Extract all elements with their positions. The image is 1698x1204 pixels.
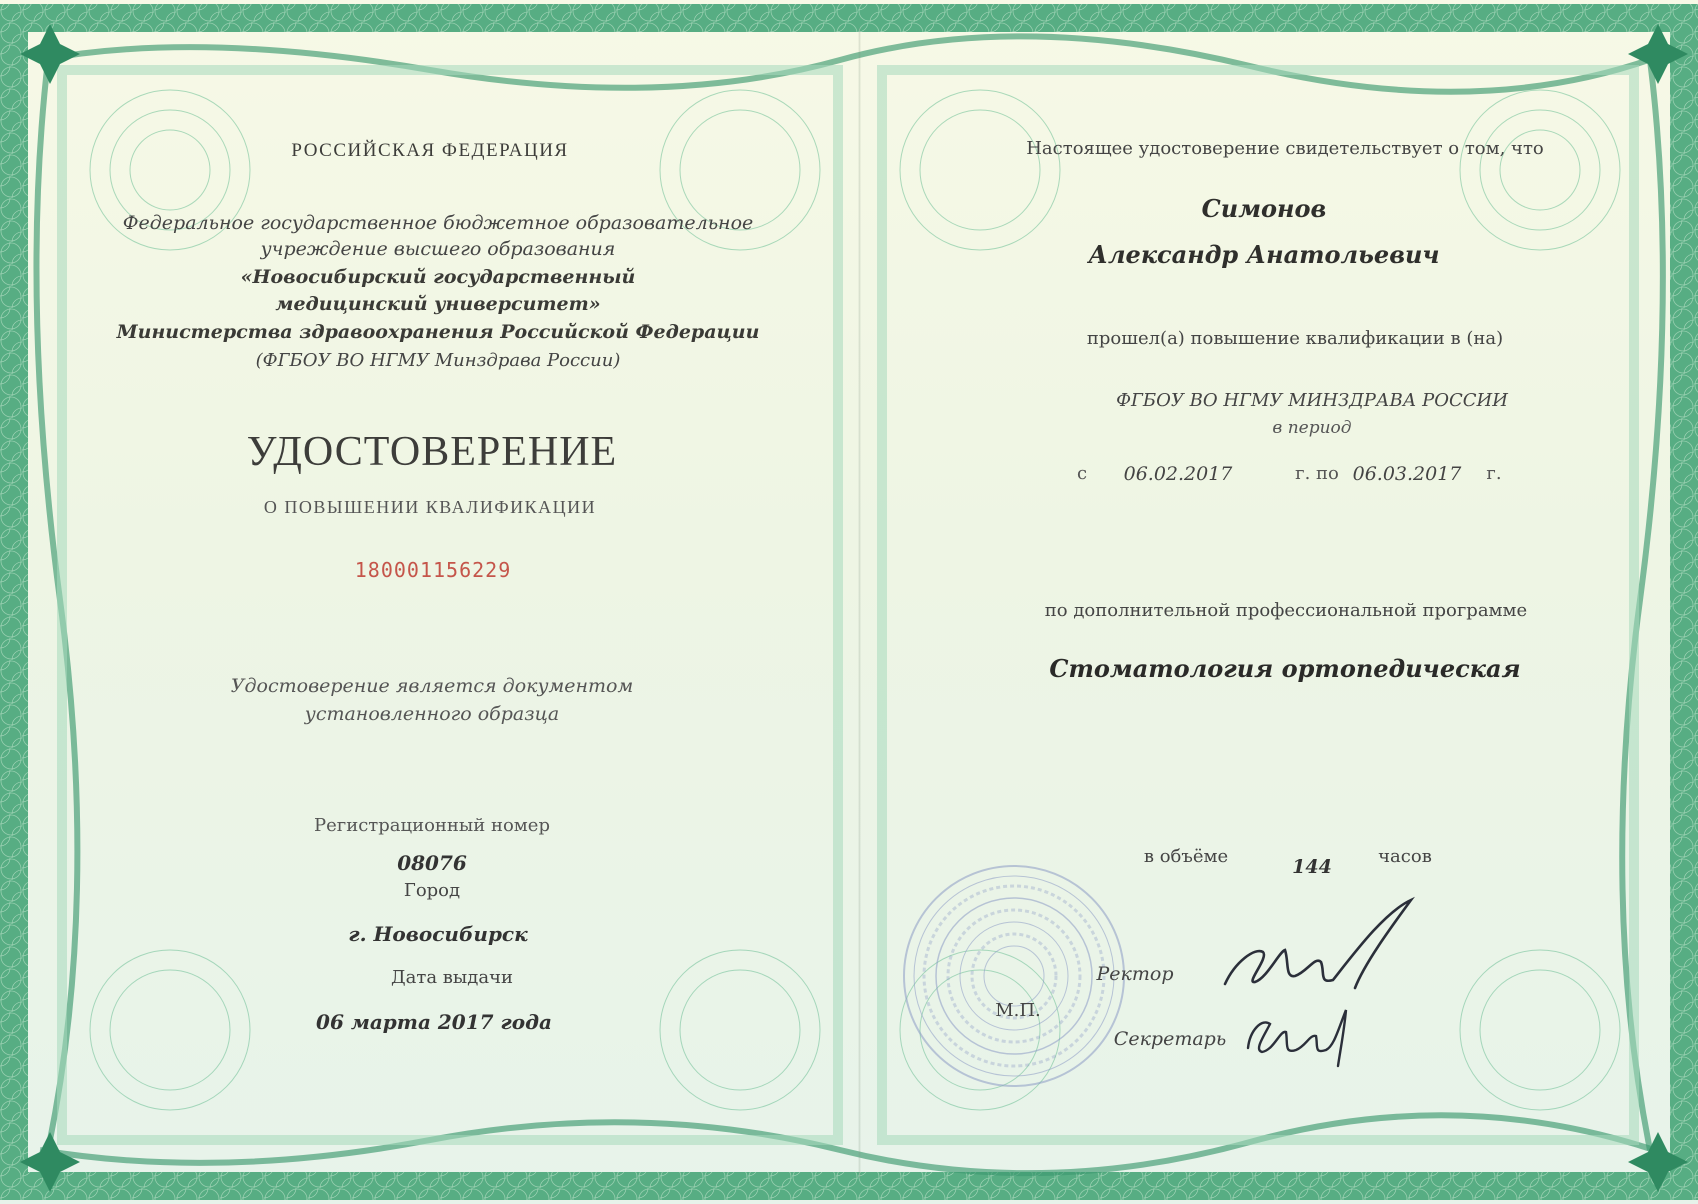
doc-note-line-1: Удостоверение является документом: [230, 675, 634, 697]
to-label: г. по: [1295, 463, 1339, 484]
hours-label: часов: [1378, 846, 1432, 867]
issue-date-label: Дата выдачи: [391, 967, 513, 988]
official-seal: [898, 860, 1130, 1092]
secretary-label: Секретарь: [1113, 1028, 1227, 1050]
from-label: с: [1076, 463, 1088, 484]
intro-text: Настоящее удостоверение свидетельствует о том, что: [1026, 138, 1544, 159]
serial-number: 180001156229: [354, 558, 512, 582]
rector-signature: [1215, 892, 1425, 1002]
city-label: Город: [403, 880, 461, 901]
program-name: Стоматология ортопедическая: [1049, 654, 1521, 683]
passed-text: прошел(а) повышение квалификации в (на): [1086, 328, 1504, 349]
institution-name: ФГБОУ ВО НГМУ МИНЗДРАВА РОССИИ: [1116, 390, 1508, 411]
org-line-5: Министерства здравоохранения Российской Федерации: [116, 321, 760, 343]
rector-label: Ректор: [1096, 963, 1174, 985]
to-date: 06.03.2017: [1352, 463, 1462, 485]
period-label: в период: [1272, 418, 1352, 438]
stamp-label: М.П.: [995, 1000, 1041, 1021]
org-line-4: медицинский университет»: [275, 293, 601, 315]
hours-value: 144: [1292, 856, 1332, 878]
page-fold: [858, 28, 861, 1178]
doc-note-line-2: установленного образца: [304, 703, 560, 725]
from-date: 06.02.2017: [1123, 463, 1233, 485]
org-line-1: Федеральное государственное бюджетное образовательное: [122, 212, 754, 234]
secretary-signature: [1240, 1000, 1360, 1070]
reg-number-label: Регистрационный номер: [314, 815, 550, 836]
volume-label: в объёме: [1143, 846, 1229, 867]
program-label: по дополнительной профессиональной программе: [1044, 600, 1528, 621]
year-suffix: г.: [1486, 463, 1502, 484]
reg-number-value: 08076: [397, 851, 467, 875]
holder-first-names: Александр Анатольевич: [1088, 240, 1440, 269]
country-heading: РОССИЙСКАЯ ФЕДЕРАЦИЯ: [291, 140, 569, 161]
org-abbreviation: (ФГБОУ ВО НГМУ Минздрава России): [255, 350, 621, 371]
holder-last-name: Симонов: [1201, 194, 1327, 223]
org-line-2: учреждение высшего образования: [260, 238, 616, 260]
document-subtitle: О ПОВЫШЕНИИ КВАЛИФИКАЦИИ: [263, 497, 597, 517]
issue-date-value: 06 марта 2017 года: [316, 1010, 552, 1034]
document-title: УДОСТОВЕРЕНИЕ: [246, 429, 618, 475]
city-value: г. Новосибирск: [348, 922, 528, 946]
org-line-3: «Новосибирский государственный: [240, 266, 636, 288]
